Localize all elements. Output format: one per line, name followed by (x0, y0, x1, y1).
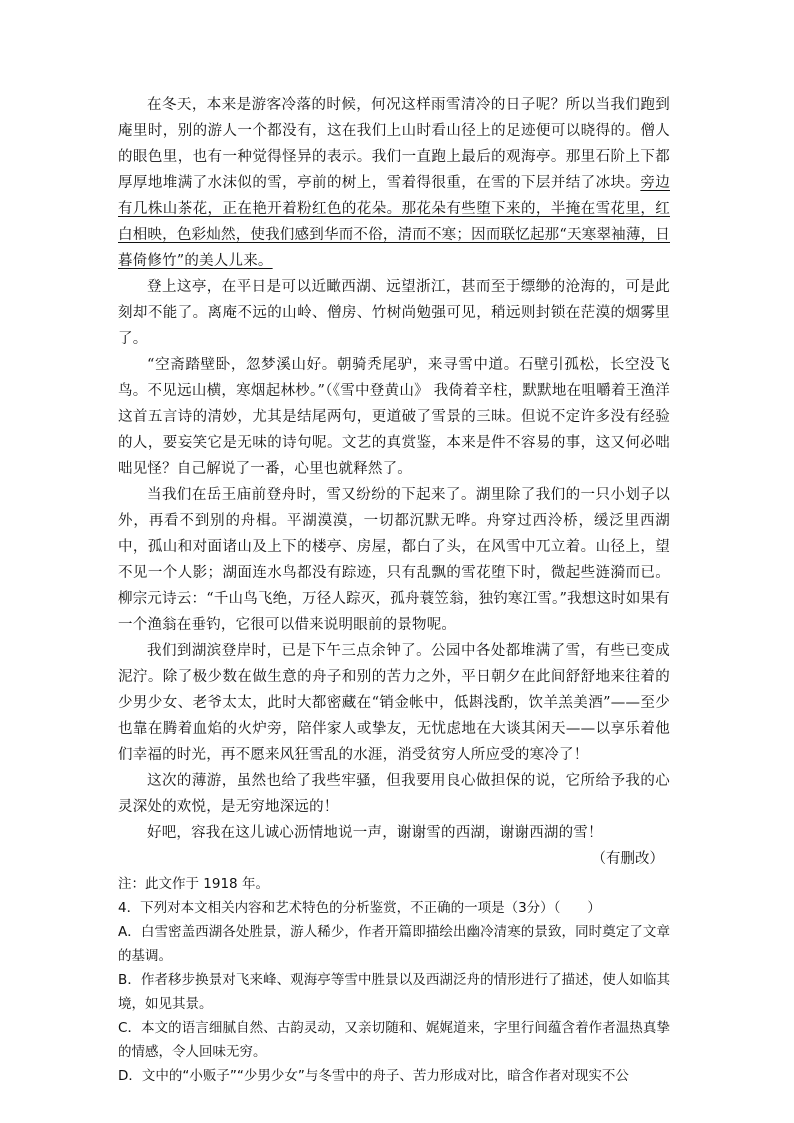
document-page (118, 92, 670, 1088)
option-d: D．文中的“小贩子”“少男少女”与冬雪中的舟子、苦力形成对比，暗含作者对现实不公 (118, 1068, 629, 1084)
question-stem: 4．下列对本文相关内容和艺术特色的分析鉴赏，不正确的一项是（3分）（ ） (118, 900, 601, 916)
article-paragraph-5: 我们到湖滨登岸时，已是下午三点余钟了。公园中各处都堆满了雪，有些已变成泥泞。除了极少数在做生意的舟子和别的苦力之外，平日朝夕在此间舒舒地来往着的少男少女、老爷太太，此时大都密藏在“销金帐中，低斟浅酌，饮羊羔美酒”——至少也靠在腾着血焰的火炉旁，陪伴家人或挚友，无忧虑地在大谈其闲天——以享乐着他们幸福的时光，再不愿来风狂雪乱的水涯，消受贫穷人所应受的寒冷了！ (118, 643, 670, 763)
article-paragraph-3: “空斋踏壁卧，忽梦溪山好。朝骑秃尾驴，来寻雪中道。石壁引孤松，长空没飞鸟。不见远山横，寒烟起林杪。”（《雪中登黄山》 我倚着辛柱，默默地在咀嚼着王渔洋这首五言诗的清妙，尤其是结尾两句，更道破了雪景的三昧。但说不定许多没有经验的人，要妄笑它是无味的诗句呢。文艺的真赏鉴，本来是件不容易的事，这又何必咄咄见怪？自己解说了一番，心里也就释然了。 (118, 357, 670, 477)
article-paragraph-1 (118, 92, 670, 274)
article-paragraph-7: 好吧，容我在这儿诚心沥情地说一声，谢谢雪的西湖，谢谢西湖的雪！ (147, 825, 603, 841)
article-paragraph-4: 当我们在岳王庙前登舟时，雪又纷纷的下起来了。湖里除了我们的一只小划子以外，再看不到别的舟楫。平湖漠漠，一切都沉默无哗。舟穿过西泠桥，缓泛里西湖中，孤山和对面诸山及上下的楼亭、房屋，都白了头，在风雪中兀立着。山径上，望不见一个人影；湖面连水鸟都没有踪迹，只有乱飘的雪花堕下时，微起些涟漪而已。柳宗元诗云：“千山鸟飞绝，万径人踪灭，孤舟蓑笠翁，独钓寒江雪。”我想这时如果有一个渔翁在垂钓，它很可以借来说明眼前的景物呢。 (118, 487, 670, 633)
underlined-passage: 旁边有几株山茶花，正在艳开着粉红色的花朵。那花朵有些堕下来的，半掩在雪花里，红白相映，色彩灿然，使我们感到华而不俗，清而不寒；因而联忆起那“天寒翠袖薄，日暮倚修竹”的美人儿来。 (118, 175, 670, 269)
article-paragraph-6: 这次的薄游，虽然也给了我些牢骚，但我要用良心做担保的说，它所给予我的心灵深处的欢悦，是无穷地深远的！ (118, 773, 670, 815)
article-paragraph-1-text: 在冬天，本来是游客冷落的时候，何况这样雨雪清冷的日子呢？所以当我们跑到庵里时，别的游人一个都没有，这在我们上山时看山径上的足迹便可以晓得的。僧人的眼色里，也有一种觉得怪异的表示。我们一直跑上最后的观海亭。那里石阶上下都厚厚地堆满了水沫似的雪，亭前的树上，雪着得很重，在雪的下层并结了冰块。 (118, 97, 670, 191)
source-note: （有删改） (591, 851, 664, 867)
option-a: A．白雪密盖西湖各处胜景，游人稀少，作者开篇即描绘出幽冷清寒的景致，同时奠定了文章的基调。 (118, 924, 670, 964)
option-c: C．本文的语言细腻自然、古韵灵动，又亲切随和、娓娓道来，字里行间蕴含着作者温热真挚的情感，令人回味无穷。 (118, 1020, 670, 1060)
option-b: B．作者移步换景对飞来峰、观海亭等雪中胜景以及西湖泛舟的情形进行了描述，使人如临其境，如见其景。 (118, 972, 670, 1012)
article-paragraph-2: 登上这亭，在平日是可以近瞰西湖、远望浙江，甚而至于缥缈的沧海的，可是此刻却不能了。离庵不远的山岭、僧房、竹树尚勉强可见，稍远则封锁在茫漠的烟雾里了。 (118, 279, 670, 347)
footnote: 注：此文作于 1918 年。 (118, 876, 269, 892)
